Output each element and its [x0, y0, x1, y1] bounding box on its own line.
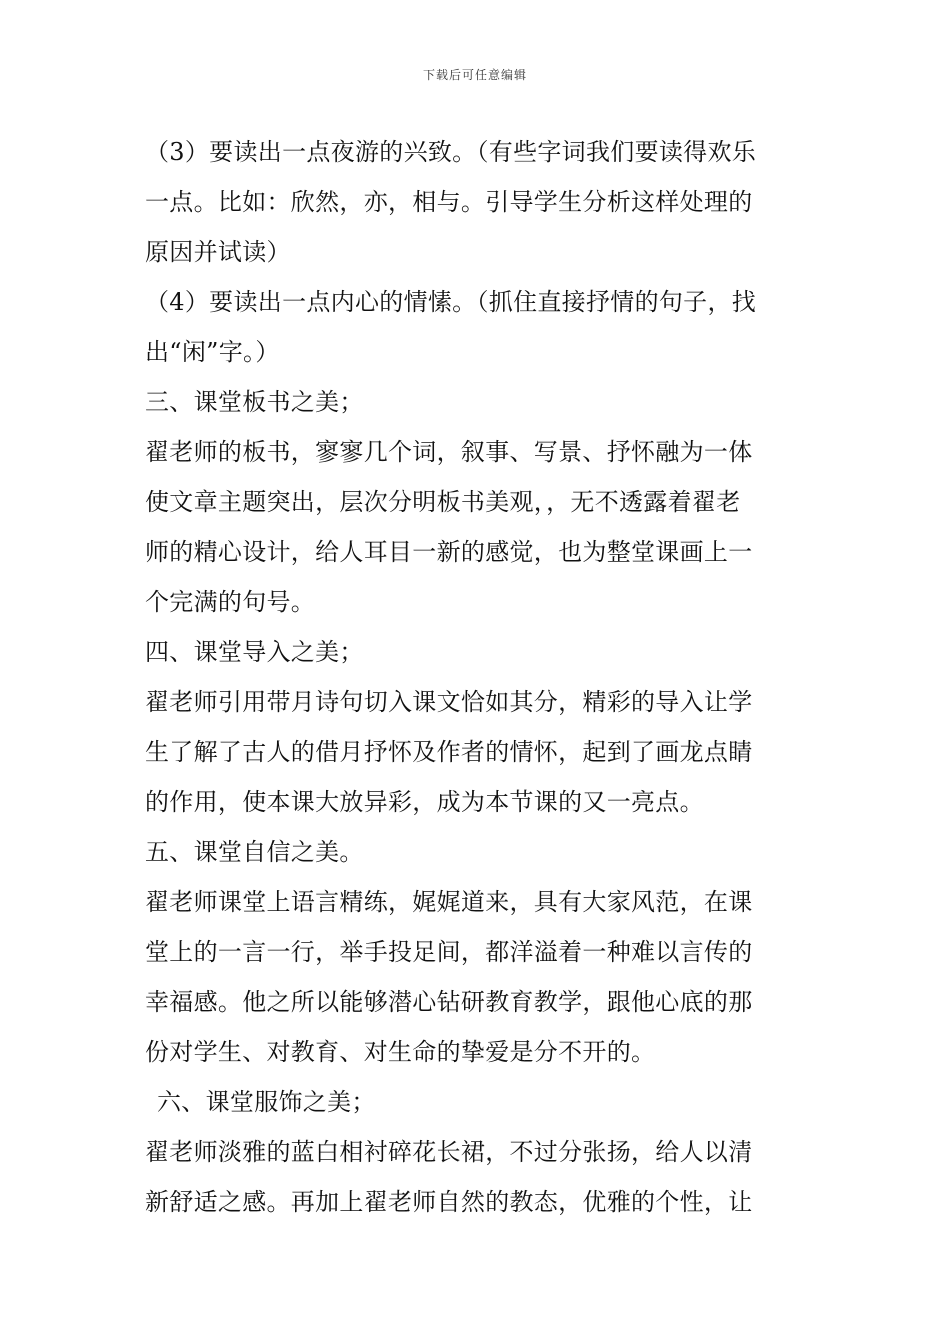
text-line: 翟老师淡雅的蓝白相衬碎花长裙，不过分张扬，给人以清 — [145, 1138, 753, 1166]
section-heading: 五、课堂自信之美。 — [145, 838, 364, 866]
text-line: 翟老师的板书，寥寥几个词，叙事、写景、抒怀融为一体 — [145, 438, 753, 466]
text-line: （3）要读出一点夜游的兴致。（有些字词我们要读得欢乐 — [145, 138, 757, 166]
text-line: 翟老师引用带月诗句切入课文恰如其分，精彩的导入让学 — [145, 688, 753, 716]
text-line: 堂上的一言一行，举手投足间，都洋溢着一种难以言传的 — [145, 938, 753, 966]
text-line: 翟老师课堂上语言精练，娓娓道来，具有大家风范，在课 — [145, 888, 753, 916]
section-heading: 六、课堂服饰之美； — [157, 1088, 376, 1116]
text-line: 幸福感。他之所以能够潜心钻研教育教学，跟他心底的那 — [145, 988, 753, 1016]
text-line: 师的精心设计，给人耳目一新的感觉，也为整堂课画上一 — [145, 538, 753, 566]
text-line: （4）要读出一点内心的情愫。（抓住直接抒情的句子，找 — [145, 288, 757, 316]
document-body — [145, 127, 810, 1227]
text-line: 新舒适之感。再加上翟老师自然的教态，优雅的个性，让 — [145, 1188, 753, 1216]
section-heading: 三、课堂板书之美； — [145, 388, 364, 416]
text-line: 的作用，使本课大放异彩，成为本节课的又一亮点。 — [145, 788, 704, 816]
page-header: 下载后可任意编辑 — [422, 68, 527, 82]
text-line: 生了解了古人的借月抒怀及作者的情怀，起到了画龙点睛 — [145, 738, 753, 766]
text-line: 个完满的句号。 — [145, 588, 316, 616]
text-line: 一点。比如：欣然，亦，相与。引导学生分析这样处理的 — [145, 188, 753, 216]
section-heading: 四、课堂导入之美； — [145, 638, 364, 666]
text-line: 份对学生、对教育、对生命的挚爱是分不开的。 — [145, 1038, 656, 1066]
text-line: 原因并试读） — [145, 238, 291, 266]
text-line: 使文章主题突出，层次分明板书美观，，无不透露着翟老 — [145, 488, 741, 516]
text-line: 出“闲”字。） — [145, 338, 280, 366]
